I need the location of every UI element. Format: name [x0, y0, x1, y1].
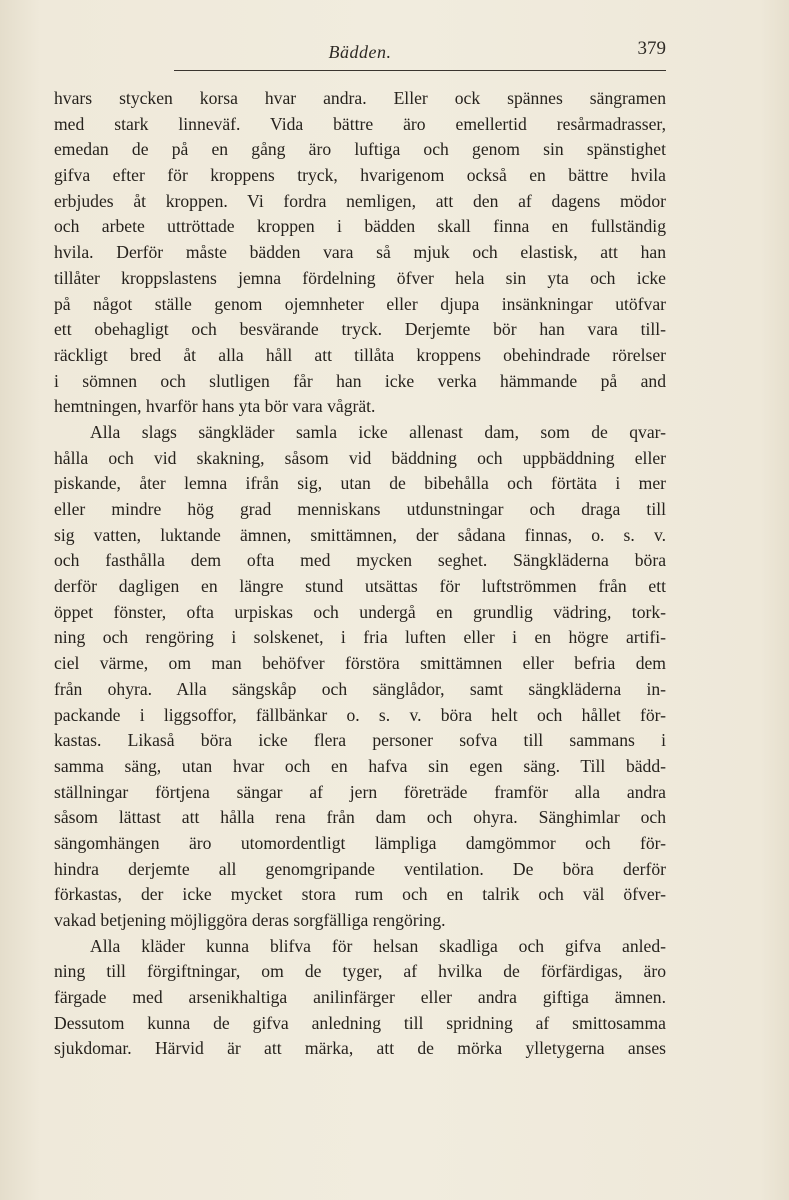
text-line: sjukdomar. Härvid är att märka, att de mörka ylletygerna anses [54, 1038, 666, 1059]
text-line: gifva efter för kroppens tryck, hvarigenom också en bättre hvila [54, 165, 666, 186]
text-line: eller mindre hög grad menniskans utdunstningar och draga till [54, 499, 666, 519]
paragraph-1 [54, 86, 666, 420]
text-line: ställningar förtjena sängar af jern företräde framför alla andra [54, 781, 666, 802]
text-line: förkastas, der icke mycket stora rum och en talrik och väl öfver- [54, 884, 666, 905]
text-line: hvars stycken korsa hvar andra. Eller ock spännes sängramen [54, 88, 666, 108]
text-line: derför dagligen en längre stund utsättas för luftströmmen från ett [54, 576, 666, 597]
text-line: ning till förgiftningar, om de tyger, af hvilka de förfärdigas, äro [54, 961, 666, 982]
text-line: med stark linneväf. Vida bättre äro emellertid resårmadrasser, [54, 113, 666, 134]
text-line: packande i liggsoffor, fällbänkar o. s. v. böra helt och hållet för- [54, 704, 666, 725]
text-line: kastas. Likaså böra icke flera personer sofva till sammans i [54, 730, 666, 751]
text-line: emedan de på en gång äro luftiga och genom sin spänstighet [54, 139, 666, 160]
text-line: piskande, åter lemna ifrån sig, utan de bibehålla och förtäta i mer [54, 473, 666, 494]
text-line: samma säng, utan hvar och en hafva sin egen säng. Till bädd- [54, 755, 666, 776]
text-line: och arbete uttröttade kroppen i bädden skall finna en fullständig [54, 216, 666, 237]
text-line: Alla slags sängkläder samla icke allenast dam, som de qvar- [90, 421, 666, 442]
text-line: hindra derjemte all genomgripande ventilation. De böra derför [54, 858, 666, 879]
text-line: på något ställe genom ojemnheter eller djupa insänkningar utöfvar [54, 293, 666, 314]
running-title: Bädden. [328, 42, 392, 62]
text-line: från ohyra. Alla sängskåp och sänglådor, samt sängkläderna in- [54, 678, 666, 699]
body-text [54, 86, 666, 1062]
text-line: ett obehagligt och besvärande tryck. Derjemte bör han vara till- [54, 319, 666, 340]
text-line: hemtningen, hvarför hans yta bör vara vågrät. [54, 396, 376, 417]
text-line: såsom lättast att hålla rena från dam och ohyra. Sänghimlar och [54, 807, 666, 828]
text-line: vakad betjening möjliggöra deras sorgfälliga rengöring. [54, 910, 446, 930]
text-line: färgade med arsenikhaltiga anilinfärger eller andra giftiga ämnen. [54, 987, 666, 1008]
text-line: Alla kläder kunna blifva för helsan skadliga och gifva anled- [90, 935, 666, 956]
text-line: räckligt bred åt alla håll att tillåta kroppens obehindrade rörelser [54, 344, 666, 365]
text-line: hvila. Derför måste bädden vara så mjuk och elastisk, att han [54, 242, 666, 263]
text-line: Dessutom kunna de gifva anledning till spridning af smittosamma [54, 1012, 666, 1033]
page-number: 379 [637, 38, 666, 59]
header-rule [174, 70, 666, 71]
text-line: öppet fönster, ofta urpiskas och undergå en grundlig vädring, tork- [54, 601, 666, 622]
paragraph-3 [54, 934, 666, 1062]
text-line: ciel värme, om man behöfver förstöra smittämnen eller befria dem [54, 653, 666, 674]
text-line: i sömnen och slutligen får han icke verka hämmande på and [54, 370, 666, 391]
text-line: ning och rengöring i solskenet, i fria luften eller i en högre artifi- [54, 627, 666, 648]
text-line: sängomhängen äro utomordentligt lämpliga damgömmor och för- [54, 832, 666, 853]
text-line: tillåter kroppslastens jemna fördelning öfver hela sin yta och icke [54, 267, 666, 288]
text-line: hålla och vid skakning, såsom vid bäddning och uppbäddning eller [54, 447, 666, 468]
text-line: sig vatten, luktande ämnen, smittämnen, der sådana finnas, o. s. v. [54, 524, 666, 545]
page-header [54, 38, 666, 68]
text-line: och fasthålla dem ofta med mycken seghet. Sängkläderna böra [54, 550, 666, 571]
paragraph-2 [54, 420, 666, 934]
text-line: erbjudes åt kroppen. Vi fordra nemligen, att den af dagens mödor [54, 190, 666, 211]
